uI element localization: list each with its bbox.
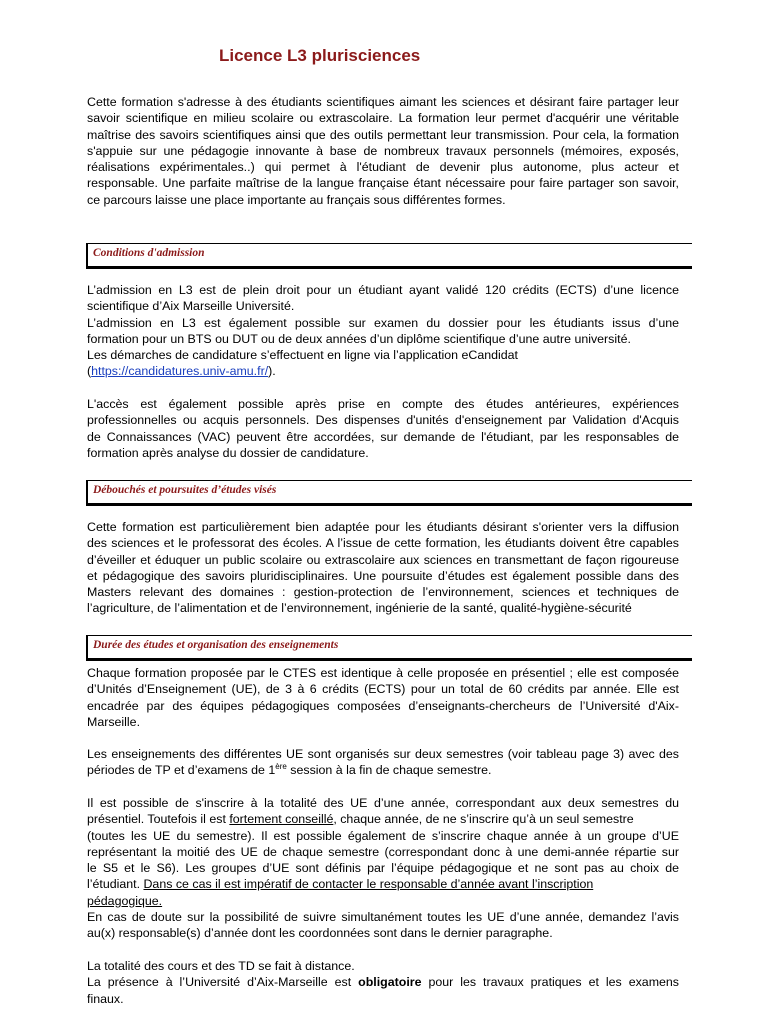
section-header-duree xyxy=(86,635,692,658)
link-open-paren: ( xyxy=(87,364,92,379)
duree-line: Marseille. xyxy=(87,714,141,729)
admission-line: professionnelles ou acquis personnels. Des dispenses d'unités d'enseignement par Validation d'Acquis xyxy=(87,413,679,428)
intro-line: savoir scientifique en milieu scolaire ou extrascolaire. La formation leur permet d'acquérir une véritable xyxy=(87,111,679,126)
duree-line: d’Unités d’Enseignement (UE), de 3 à 6 crédits (ECTS) pour un total de 60 crédits par année. Elle est xyxy=(87,682,679,697)
duree-line: Chaque formation proposée par le CTES est identique à celle proposée en présentiel ; elle est composée xyxy=(87,666,679,680)
underlined-text: Dans ce cas il est impératif de contacter le responsable d’année avant l’inscription xyxy=(143,877,594,892)
intro-line: responsable. Une parfaite maîtrise de la langue française étant nécessaire pour faire partager son savoir, xyxy=(87,176,679,191)
debouches-line: d’éveiller et éduquer un public scolaire ou extrascolaire aux sciences en transmettant de façon rigoureuse xyxy=(87,552,679,567)
duree-line: le S5 et le S6). Les groupes d’UE sont définis par l’équipe pédagogique et ne sont pas au choix de xyxy=(87,861,679,876)
admission-line: scientifique d’Aix Marseille Université. xyxy=(87,299,295,314)
duree-line: En cas de doute sur la possibilité de suivre simultanément toutes les UE d’une année, demandez l’avis xyxy=(87,910,679,925)
intro-line: Cette formation s'adresse à des étudiants scientifiques aimant les sciences et désirant faire partager leur xyxy=(87,95,679,109)
duree-line xyxy=(87,974,679,990)
debouches-paragraph xyxy=(87,519,679,617)
duree-text: La présence à l’Université d’Aix-Marseille est xyxy=(87,975,359,990)
admission-line: formation pour un BTS ou DUT ou de deux années d’un diplôme scientifique d’une autre université. xyxy=(87,331,631,346)
duree-line: Il est possible de s'inscrire à la totalité des UE d’une année, correspondant aux deux semestres du xyxy=(87,796,679,810)
intro-paragraph xyxy=(87,94,679,208)
duree-text: , chaque année, de ne s’inscrire qu’à un seul semestre xyxy=(333,812,634,827)
duree-line: encadrée par des équipes pédagogiques composées d’enseignants-chercheurs de l’Université d'Aix- xyxy=(87,698,679,713)
admission-paragraph-2 xyxy=(87,396,679,461)
admission-line: L'accès est également possible après prise en compte des études antérieures, expériences xyxy=(87,397,679,411)
intro-line: s'appuie sur une pédagogie innovante à base de nombreux travaux personnels (mémoires, exposés, xyxy=(87,143,679,158)
admission-line: L’admission en L3 est de plein droit pour un étudiant ayant validé 120 crédits (ECTS) d’une licence xyxy=(87,283,679,297)
admission-line: L’admission en L3 est également possible sur examen du dossier pour les étudiants issus d’une xyxy=(87,315,679,330)
section-title: Durée des études et organisation des enseignements xyxy=(93,639,339,651)
duree-paragraph-2 xyxy=(87,746,679,779)
duree-line xyxy=(87,893,679,909)
duree-paragraph-4 xyxy=(87,958,679,1007)
duree-line: représentant la moitié des UE de chaque semestre (correspondant donc à une demi-année répartie sur xyxy=(87,844,679,859)
section-title: Débouchés et poursuites d’études visés xyxy=(93,484,277,496)
duree-text: session à la fin de chaque semestre. xyxy=(286,763,492,778)
intro-line: maîtrise des savoirs scientifiques ainsi que des outils permettant leur transmission. Pour cela, la formation xyxy=(87,127,679,142)
duree-line: finaux. xyxy=(87,991,124,1006)
duree-line xyxy=(87,876,679,892)
duree-line: (toutes les UE du semestre). Il est possible également de s’inscrire chaque année à un groupe d’UE xyxy=(87,828,679,843)
ecandidat-link[interactable]: https://candidatures.univ-amu.fr/ xyxy=(91,364,269,379)
debouches-line: Cette formation est particulièrement bien adaptée pour les étudiants désirant s'orienter vers la diffusion xyxy=(87,520,679,534)
debouches-line: Masters relevant des domaines : gestion-protection de l’environnement, sciences et techniques de xyxy=(87,585,679,600)
section-header-admission xyxy=(86,243,692,266)
superscript: ère xyxy=(275,762,287,772)
underlined-text: pédagogique. xyxy=(87,893,163,908)
duree-line xyxy=(87,762,679,778)
debouches-line: et pédagogique des savoirs pluridisciplinaires. Une poursuite d’études est également possible dans des xyxy=(87,568,679,583)
duree-line: Les enseignements des différentes UE sont organisés sur deux semestres (voir tableau page 3) avec des xyxy=(87,747,679,761)
admission-paragraph-1 xyxy=(87,282,679,380)
duree-line xyxy=(87,811,679,827)
bold-text: obligatoire xyxy=(358,975,422,990)
section-header-debouches xyxy=(86,480,692,503)
debouches-line: l’agriculture, de l’alimentation et de l’environnement, ingénierie de la santé, qualité-hygiène-sécurité xyxy=(87,601,632,616)
admission-line: formation après analyse du dossier de candidature. xyxy=(87,445,369,460)
duree-line: La totalité des cours et des TD se fait à distance. xyxy=(87,959,355,973)
admission-link-line xyxy=(87,363,679,379)
duree-text: présentiel. Toutefois il est xyxy=(87,812,230,827)
link-close-paren: ). xyxy=(268,364,276,379)
duree-line: au(x) responsable(s) d’année dont les coordonnées sont dans le dernier paragraphe. xyxy=(87,926,553,941)
duree-paragraph-1 xyxy=(87,665,679,730)
admission-line: de Connaissances (VAC) peuvent être accordées, sur demande de l'étudiant, par les responsables de xyxy=(87,429,679,444)
underlined-text: fortement conseillé xyxy=(229,812,334,827)
section-title: Conditions d'admission xyxy=(93,247,205,259)
duree-paragraph-3 xyxy=(87,795,679,942)
admission-line: Les démarches de candidature s’effectuent en ligne via l’application eCandidat xyxy=(87,348,518,363)
page-title: Licence L3 plurisciences xyxy=(219,46,421,65)
debouches-line: des sciences et le professorat des écoles. A l’issue de cette formation, les étudiants doivent être capables xyxy=(87,536,679,551)
duree-text: l’étudiant. xyxy=(87,877,144,892)
intro-line: réalisations expérimentales..) qui permet à l'étudiant de devenir plus autonome, plus acteur et xyxy=(87,160,679,175)
duree-text: périodes de TP et d’examens de 1 xyxy=(87,763,276,778)
duree-text: pour les travaux pratiques et les examens xyxy=(421,975,679,990)
intro-line: ce parcours laisse une place importante au français sous différentes formes. xyxy=(87,192,506,207)
